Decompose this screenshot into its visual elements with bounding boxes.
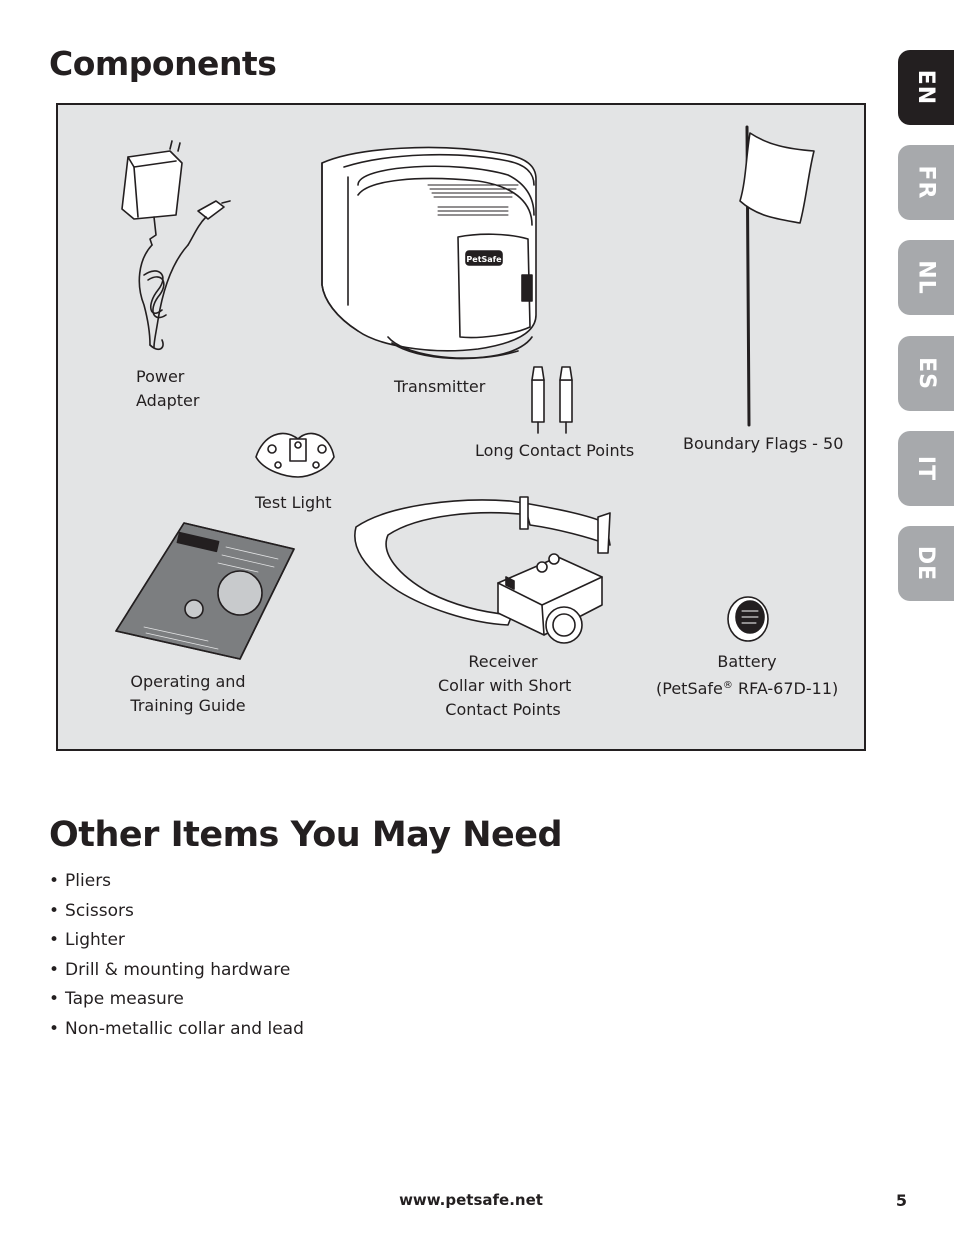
list-item: • Lighter <box>49 926 304 956</box>
battery-model: RFA-67D-11) <box>732 679 839 698</box>
tab-en-label: EN <box>913 69 939 106</box>
page-number: 5 <box>895 1191 907 1210</box>
other-items-heading: Other Items You May Need <box>49 815 563 855</box>
list-item: • Scissors <box>49 897 304 927</box>
battery-label-line1: Battery <box>717 652 777 671</box>
battery-label-line2 <box>656 674 838 701</box>
boundary-flag-image <box>740 127 814 425</box>
website-link[interactable]: www.petsafe.net <box>399 1191 543 1209</box>
long-contact-points-label: Long Contact Points <box>475 441 635 460</box>
tab-de-label: DE <box>913 545 939 582</box>
receiver-collar-label <box>438 650 572 722</box>
battery-image <box>728 597 768 641</box>
tab-de[interactable] <box>898 526 954 601</box>
power-adapter-image <box>122 141 230 349</box>
tab-es[interactable] <box>898 336 954 411</box>
tab-it[interactable] <box>898 431 954 506</box>
test-light-label: Test Light <box>255 493 332 512</box>
receiver-collar-label-line3: Contact Points <box>445 700 561 719</box>
test-light-image <box>256 433 334 477</box>
tab-fr-label: FR <box>913 165 939 200</box>
power-adapter-label-line1: Power <box>136 367 185 386</box>
operating-guide-image <box>116 523 294 659</box>
footer-url <box>0 1191 954 1209</box>
long-contact-points-image <box>532 367 572 433</box>
tab-nl[interactable] <box>898 240 954 315</box>
svg-text:PetSafe: PetSafe <box>466 255 502 264</box>
other-items-list <box>49 867 304 1045</box>
tab-nl-label: NL <box>913 260 939 295</box>
receiver-collar-image <box>355 497 610 643</box>
tab-en[interactable] <box>898 50 954 125</box>
transmitter-label: Transmitter <box>394 377 486 396</box>
tab-it-label: IT <box>913 455 939 482</box>
registered-mark: ® <box>722 680 733 691</box>
tab-es-label: ES <box>913 357 939 390</box>
transmitter-image <box>322 148 536 359</box>
components-heading: Components <box>49 44 277 83</box>
list-item: • Drill & mounting hardware <box>49 956 304 986</box>
list-item: • Tape measure <box>49 985 304 1015</box>
receiver-collar-label-line2: Collar with Short <box>438 676 572 695</box>
list-item: • Non-metallic collar and lead <box>49 1015 304 1045</box>
operating-guide-label-line1: Operating and <box>130 672 246 691</box>
operating-guide-label-line2: Training Guide <box>130 696 246 715</box>
tab-fr[interactable] <box>898 145 954 220</box>
operating-guide-label <box>130 670 246 718</box>
receiver-collar-label-line1: Receiver <box>468 652 538 671</box>
battery-label <box>656 650 838 701</box>
power-adapter-label <box>136 365 200 413</box>
power-adapter-label-line2: Adapter <box>136 391 200 410</box>
components-panel <box>56 103 866 751</box>
list-item: • Pliers <box>49 867 304 897</box>
boundary-flags-label: Boundary Flags - 50 <box>683 434 844 453</box>
battery-brand: (PetSafe <box>656 679 723 698</box>
